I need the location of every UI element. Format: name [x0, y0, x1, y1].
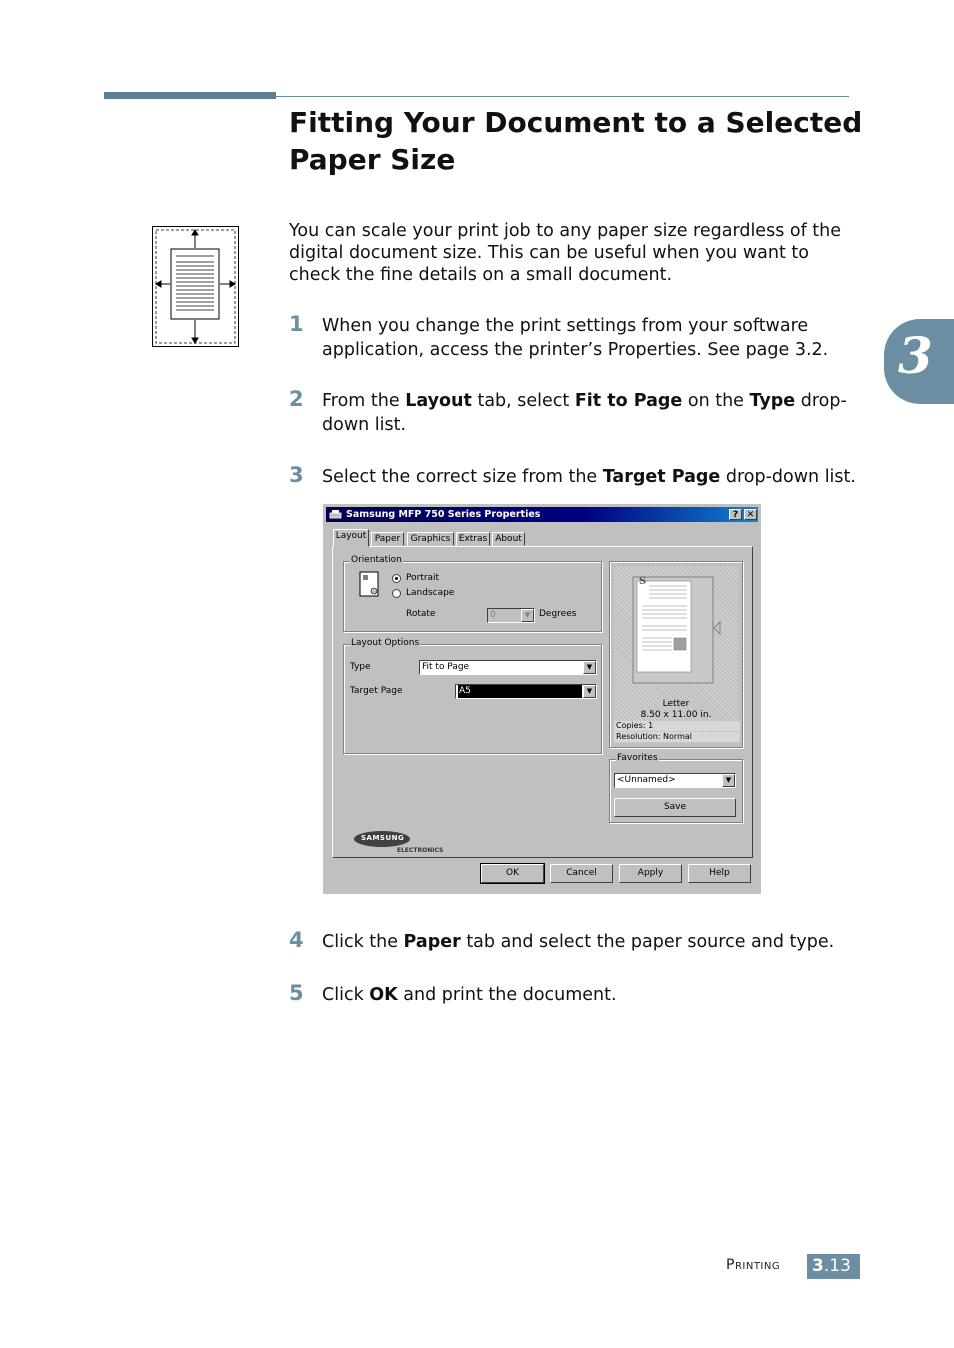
preview-logo: S	[639, 576, 647, 587]
preview-box	[609, 561, 743, 748]
dialog-title-bar	[326, 507, 758, 522]
chevron-down-icon: ▼	[583, 661, 596, 674]
help-title-button[interactable]: ?	[729, 509, 742, 520]
orientation-group	[343, 555, 602, 632]
header-rule	[104, 92, 276, 99]
printer-icon	[329, 509, 342, 520]
close-title-button[interactable]: ✕	[744, 509, 757, 520]
printer-properties-dialog	[323, 504, 761, 894]
intro-paragraph: You can scale your print job to any paper size regardless of the digital document size. This can be useful when you want to check the fine details on a small document.	[289, 221, 842, 285]
help-button[interactable]: Help	[688, 864, 751, 883]
target-page-select[interactable]: A5 ▼	[455, 684, 597, 699]
layout-options-group	[343, 638, 602, 754]
type-select[interactable]: Fit to Page ▼	[419, 660, 597, 675]
paper-name: Letter	[662, 699, 690, 709]
save-favorites-button[interactable]: Save	[614, 798, 736, 817]
portrait-page-icon	[359, 571, 381, 599]
tab-about[interactable]: About	[492, 532, 525, 546]
brand-subtitle: ELECTRONICS	[397, 847, 444, 854]
tab-layout[interactable]: Layout	[333, 529, 369, 547]
footer-section-label: Printing	[726, 1257, 781, 1273]
step-number: 5	[289, 981, 304, 1005]
chapter-number: 3	[898, 326, 933, 385]
apply-button[interactable]: Apply	[619, 864, 682, 883]
step-text: When you change the print settings from your software application, access the printer’s Properties. See page 3.2.	[322, 316, 829, 360]
chevron-down-icon: ▼	[521, 609, 534, 622]
step-text: Select the correct size from the Target Page drop-down list.	[322, 467, 856, 487]
step-number: 2	[289, 387, 304, 411]
step-number: 3	[289, 463, 304, 487]
copies-info: Copies: 1	[614, 721, 740, 731]
ok-button[interactable]: OK	[481, 864, 544, 883]
tab-extras[interactable]: Extras	[456, 532, 490, 546]
page-preview-icon	[632, 576, 722, 684]
layout-tab-panel	[332, 546, 753, 858]
fit-to-page-icon	[152, 226, 240, 348]
type-label: Type	[350, 662, 371, 672]
chevron-down-icon: ▼	[722, 774, 735, 787]
favorites-title: Favorites	[617, 753, 658, 763]
chevron-down-icon: ▼	[583, 685, 596, 698]
dialog-title: Samsung MFP 750 Series Properties	[346, 509, 541, 520]
step-number: 4	[289, 928, 304, 952]
step-text: Click the Paper tab and select the paper source and type.	[322, 932, 835, 952]
page-title: Fitting Your Document to a Selected Paper Size	[289, 106, 863, 176]
landscape-label: Landscape	[406, 588, 455, 598]
favorites-select[interactable]: <Unnamed> ▼	[614, 773, 736, 788]
header-rule-thin	[276, 96, 849, 97]
degrees-label: Degrees	[539, 609, 577, 619]
layout-options-title: Layout Options	[351, 638, 420, 648]
portrait-radio[interactable]	[392, 574, 401, 583]
favorites-group	[609, 753, 743, 823]
landscape-radio[interactable]	[392, 589, 401, 598]
brand-name: SAMSUNG	[361, 834, 405, 842]
tab-graphics[interactable]: Graphics	[407, 532, 454, 546]
step-number: 1	[289, 312, 304, 336]
orientation-group-title: Orientation	[351, 555, 402, 565]
tab-paper[interactable]: Paper	[371, 532, 404, 546]
resolution-info: Resolution: Normal	[614, 732, 740, 742]
rotate-field[interactable]: 0 ▼	[487, 608, 535, 623]
target-page-label: Target Page	[350, 686, 403, 696]
portrait-label: Portrait	[406, 573, 440, 583]
step-text: Click OK and print the document.	[322, 985, 617, 1005]
rotate-label: Rotate	[406, 609, 436, 619]
page-number: 3.13	[807, 1254, 860, 1279]
paper-size: 8.50 x 11.00 in.	[640, 710, 712, 720]
step-text: From the Layout tab, select Fit to Page on the Type drop-down list.	[322, 391, 847, 435]
cancel-button[interactable]: Cancel	[550, 864, 613, 883]
